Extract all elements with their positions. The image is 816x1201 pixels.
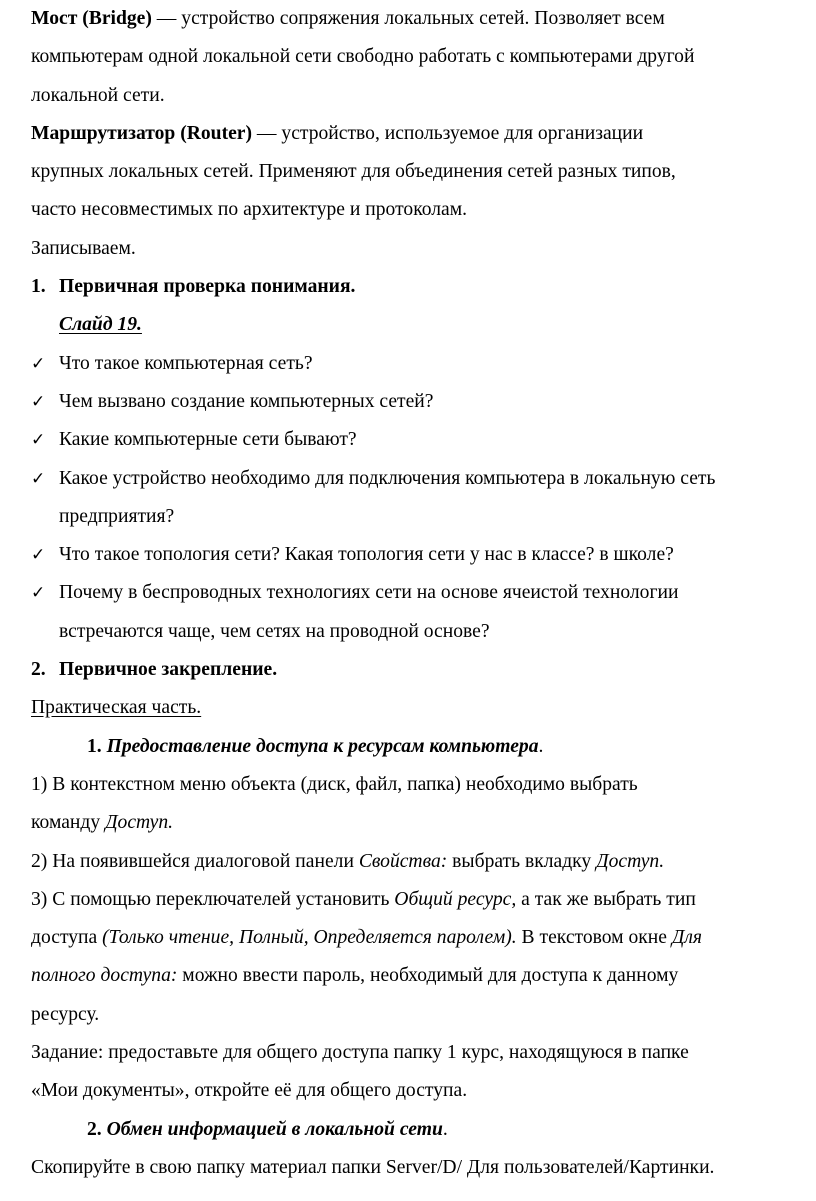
section-1-number: 1.: [31, 276, 46, 298]
question-text-continued: предприятия?: [59, 505, 175, 527]
question-text: Какие компьютерные сети бывают?: [59, 429, 357, 451]
task-1-period: .: [538, 735, 544, 757]
question-item: [31, 536, 816, 574]
question-text: Какое устройство необходимо для подключения компьютера в локальную сеть: [59, 467, 716, 489]
task-2-title: Обмен информацией в локальной сети: [106, 1118, 443, 1140]
step-1-text: команду: [31, 812, 106, 834]
step-3-field-name-b: полного доступа:: [31, 965, 178, 987]
bridge-line-1: [31, 0, 816, 38]
step-2-line: [31, 843, 816, 881]
step-2-panel-name: Свойства:: [358, 850, 448, 872]
question-item: [31, 460, 816, 498]
checkmark-icon: ✓: [31, 353, 46, 374]
section-1-heading: [31, 268, 816, 306]
step-1-line-1: 1) В контекстном меню объекта (диск, файл, папка) необходимо выбрать: [31, 773, 638, 795]
question-text: Чем вызвано создание компьютерных сетей?: [59, 390, 434, 412]
assignment-line-1: Задание: предоставьте для общего доступа папку 1 курс, находящуюся в папке: [31, 1042, 689, 1064]
task-2-line-1: Скопируйте в свою папку материал папки Server/D/ Для пользователей/Картинки.: [31, 1156, 715, 1178]
step-3-text-d: В текстовом окне: [516, 927, 672, 949]
slide-reference: Слайд 19.: [59, 314, 142, 336]
question-text-continued: встречаются чаще, чем сетях на проводной основе?: [59, 620, 490, 642]
section-2-number: 2.: [31, 659, 46, 681]
checkmark-icon: ✓: [31, 468, 46, 489]
section-1-title: Первичная проверка понимания.: [59, 276, 356, 298]
step-2-tab-name: Доступ.: [596, 850, 665, 872]
step-3-access-types: (Только чтение, Полный, Определяется паролем).: [102, 927, 517, 949]
task-1-number: 1.: [87, 735, 102, 757]
checkmark-icon: ✓: [31, 545, 46, 566]
router-term: Маршрутизатор (Router): [31, 122, 253, 144]
step-3-line-3: [31, 957, 816, 995]
question-item: [31, 421, 816, 459]
practical-part-heading: Практическая часть.: [31, 697, 202, 719]
task-1-title: Предоставление доступа к ресурсам компьютера: [106, 735, 539, 757]
step-3-text-b: а так же выбрать тип: [516, 888, 696, 910]
question-text: Почему в беспроводных технологиях сети на основе ячеистой технологии: [59, 582, 679, 604]
step-3-text-e: можно ввести пароль, необходимый для доступа к данному: [177, 965, 679, 987]
checkmark-icon: ✓: [31, 583, 46, 604]
task-2-period: .: [442, 1118, 448, 1140]
question-item: [31, 345, 816, 383]
bridge-definition: — устройство сопряжения локальных сетей. Позволяет всем: [151, 8, 665, 29]
question-text: Что такое топология сети? Какая топология сети у нас в классе? в школе?: [59, 544, 674, 566]
step-3-line-4: ресурсу.: [31, 1003, 100, 1025]
question-item: [31, 574, 816, 612]
bridge-line-2: компьютерам одной локальной сети свободно работать с компьютерами другой: [31, 46, 695, 68]
question-item: [31, 383, 816, 421]
router-definition: — устройство, используемое для организации: [252, 122, 644, 144]
section-2-heading: [31, 651, 816, 689]
checkmark-icon: ✓: [31, 391, 46, 412]
step-3-text-a: 3) С помощью переключателей установить: [31, 888, 395, 910]
document-page: [31, 0, 816, 1187]
step-3-shared-resource: Общий ресурс,: [394, 888, 517, 910]
task-2-number: 2.: [87, 1118, 102, 1140]
write-down-note: Записываем.: [31, 237, 136, 259]
router-line-2: крупных локальных сетей. Применяют для объединения сетей разных типов,: [31, 161, 676, 183]
assignment-line-2: «Мои документы», откройте её для общего доступа.: [31, 1080, 468, 1102]
bridge-term: Мост (Bridge): [31, 8, 152, 29]
step-3-text-c: доступа: [31, 927, 103, 949]
step-2-text-b: выбрать вкладку: [447, 850, 597, 872]
practical-part-line: [31, 689, 816, 727]
router-line-1: [31, 115, 816, 153]
step-3-line-2: [31, 919, 816, 957]
step-2-text-a: 2) На появившейся диалоговой панели: [31, 850, 359, 872]
slide-reference-line: [31, 306, 816, 344]
step-3-line-1: [31, 881, 816, 919]
task-2-heading: [31, 1111, 816, 1149]
router-line-3: часто несовместимых по архитектуре и протоколам.: [31, 199, 468, 221]
step-3-field-name-a: Для: [671, 927, 702, 949]
bridge-line-3: локальной сети.: [31, 84, 165, 106]
task-1-heading: [31, 728, 816, 766]
checkmark-icon: ✓: [31, 430, 46, 451]
section-2-title: Первичное закрепление.: [59, 659, 278, 681]
question-text: Что такое компьютерная сеть?: [59, 352, 313, 374]
step-1-command: Доступ.: [105, 812, 174, 834]
step-1-line-2: [31, 804, 816, 842]
